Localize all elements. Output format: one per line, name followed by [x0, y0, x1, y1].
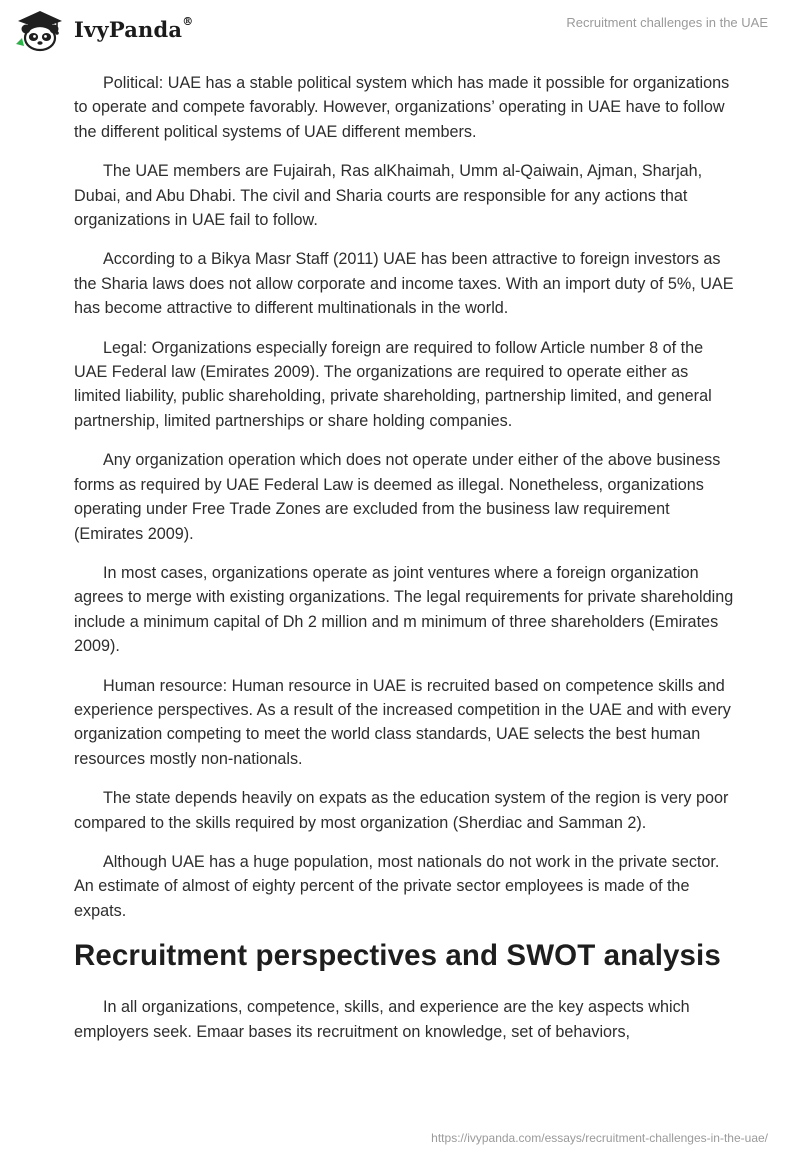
paragraph: Legal: Organizations especially foreign are required to follow Article number 8 of the UAE Federal law (Emirates 2009). The organizations are required to operate either as limited liability, public shareholding, private shareholding, partnership limited, and general partnership, limited partnerships or share holding companies.: [74, 338, 712, 430]
paragraph: The state depends heavily on expats as the education system of the region is very poor compared to the skills required by most organization (Sherdiac and Samman 2).: [74, 789, 729, 832]
paragraph: Political: UAE has a stable political system which has made it possible for organizations to operate and compete favorably. However, organizations’ operating in UAE have to follow the different political systems of UAE different members.: [74, 74, 730, 141]
ivypanda-logo-icon[interactable]: [14, 8, 66, 52]
paragraph: According to a Bikya Masr Staff (2011) UAE has been attractive to foreign investors as the Sharia laws does not allow corporate and income taxes. With an import duty of 5%, UAE has become attractive to different multinationals in the world.: [74, 250, 734, 318]
brand-name[interactable]: IvyPanda®: [74, 15, 194, 42]
registered-mark: ®: [182, 15, 194, 28]
section-heading: Recruitment perspectives and SWOT analysis: [74, 939, 721, 973]
essay-body: [74, 71, 734, 1059]
paragraph: Human resource: Human resource in UAE is recruited based on competence skills and experience perspectives. As a result of the increased competition in the UAE and with every organization competing to meet the world class standards, UAE selects the best human resources mostly non-nationals.: [74, 676, 731, 768]
paragraph: Although UAE has a huge population, most nationals do not work in the private sector. An estimate of almost of eighty percent of the private sector employees is made of the expats.: [74, 852, 720, 920]
paragraph: Any organization operation which does not operate under either of the above business forms as required by UAE Federal Law is deemed as illegal. Nonetheless, organizations operating under Free Trade Zones are excluded from the business law requirement (Emirates 2009).: [74, 451, 721, 543]
page-header: [0, 0, 800, 64]
paragraph: In all organizations, competence, skills, and experience are the key aspects which employers seek. Emaar bases its recruitment on knowledge, set of behaviors,: [74, 998, 690, 1041]
source-url[interactable]: https://ivypanda.com/essays/recruitment-challenges-in-the-uae/: [431, 1131, 768, 1145]
document-title: Recruitment challenges in the UAE: [566, 15, 768, 30]
paragraph: The UAE members are Fujairah, Ras alKhaimah, Umm al-Qaiwain, Ajman, Sharjah, Dubai, and Abu Dhabi. The civil and Sharia courts are responsible for any actions that organizations in UAE fail to follow.: [74, 162, 703, 230]
paragraph: In most cases, organizations operate as joint ventures where a foreign organization agrees to merge with existing organizations. The legal requirements for private shareholding include a minimum capital of Dh 2 million and m minimum of three shareholders (Emirates 2009).: [74, 563, 734, 656]
